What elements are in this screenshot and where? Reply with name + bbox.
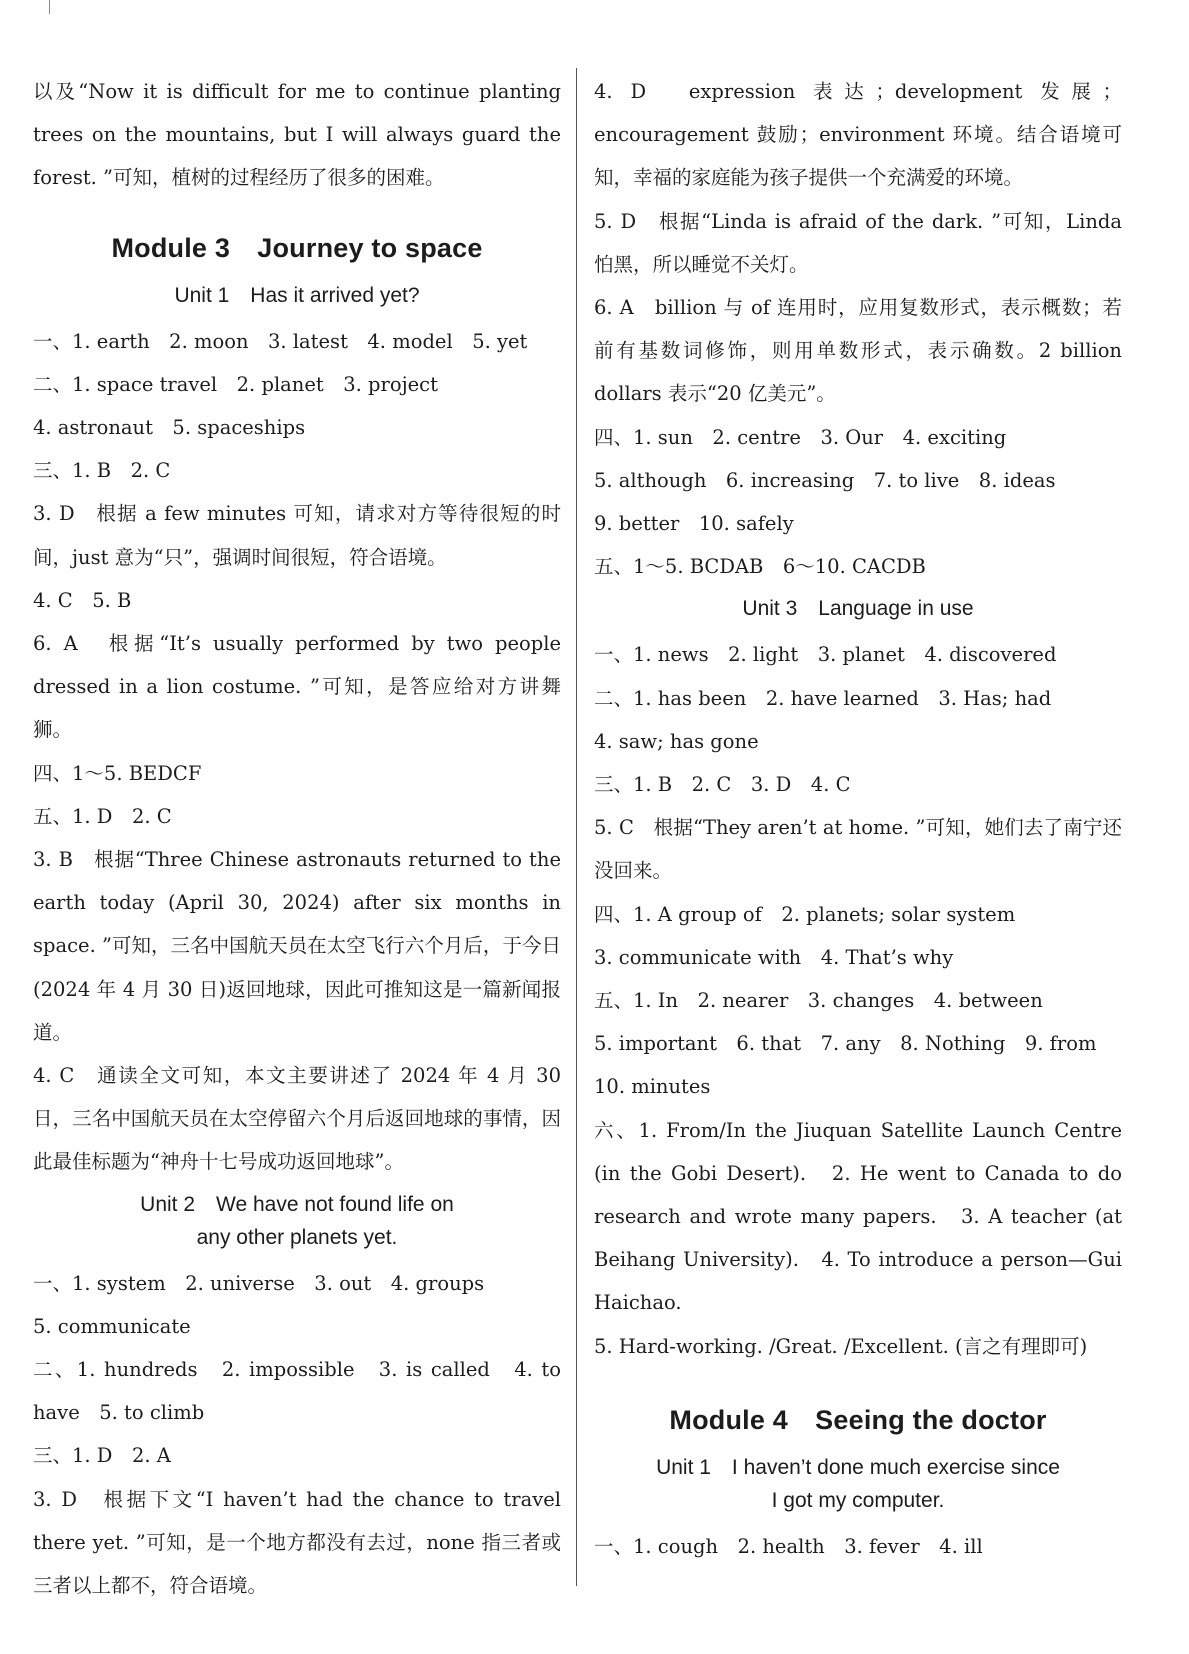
answer-line: 一、1. system 2. universe 3. out 4. groups — [33, 1271, 485, 1295]
answer-line: 三、1. B 2. C — [33, 459, 171, 483]
answer-line: 五、1. In 2. nearer 3. changes 4. between — [594, 989, 1043, 1013]
module-3-unit-2-title — [33, 1188, 561, 1254]
answer-line: 4. C 通读全文可知，本文主要讲述了 2024 年 4 月 30 日，三名中国航天员在太空停留六个月后返回地球的事情，因此最佳标题为“神舟十七号成功返回地球”。 — [33, 1064, 561, 1174]
answer-line: 6. A billion 与 of 连用时，应用复数形式，表示概数；若前有基数词修饰，则用单数形式，表示确数。2 billion dollars 表示“20 亿美元”。 — [594, 296, 1122, 406]
module-4-title: Module 4 Seeing the doctor — [669, 1404, 1047, 1435]
answer-line: 四、1～5. BEDCF — [33, 761, 202, 785]
answer-line: 5. D 根据“Linda is afraid of the dark. ”可知，Linda 怕黑，所以睡觉不关灯。 — [594, 209, 1122, 276]
unit-2-title-line-2: any other planets yet. — [196, 1225, 398, 1249]
answer-line: 一、1. news 2. light 3. planet 4. discovered — [594, 643, 1057, 667]
answer-line: 一、1. earth 2. moon 3. latest 4. model 5. yet — [33, 329, 528, 353]
m4-unit-1-title-line-1: Unit 1 I haven’t done much exercise since — [656, 1455, 1060, 1479]
answer-line: 一、1. cough 2. health 3. fever 4. ill — [594, 1534, 983, 1558]
answer-line: 二、1. space travel 2. planet 3. project — [33, 372, 438, 396]
answer-line: 六、1. From/In the Jiuquan Satellite Launch Centre (in the Gobi Desert). 2. He went to Canada to do research and wrote many papers. 3. A teacher (at Beihang University). 4. To introduce a person—Gui Haichao. — [594, 1118, 1122, 1315]
page-edge-mark — [49, 0, 50, 14]
answer-line: 3. B 根据“Three Chinese astronauts returned to the earth today (April 30, 2024) after six months in space. ”可知，三名中国航天员在太空飞行六个月后，于今日(2024 年 4 月 30 日)返回地球，因此可推知这是一篇新闻报道。 — [33, 848, 561, 1044]
m4-unit-1-title-line-2: I got my computer. — [771, 1488, 945, 1512]
unit-2-title-line-1: Unit 2 We have not found life on — [140, 1192, 454, 1216]
answer-line: 五、1. D 2. C — [33, 804, 172, 828]
answer-line: 5. although 6. increasing 7. to live 8. ideas — [594, 468, 1056, 492]
answer-line: 五、1～5. BCDAB 6～10. CACDB — [594, 555, 926, 579]
answer-line: 3. communicate with 4. That’s why — [594, 945, 954, 969]
answer-line: 四、1. sun 2. centre 3. Our 4. exciting — [594, 425, 1007, 449]
answer-line: 二、1. has been 2. have learned 3. Has; had — [594, 686, 1052, 710]
answer-line: 5. communicate — [33, 1314, 191, 1338]
module-3-title: Module 3 Journey to space — [111, 232, 483, 263]
answer-line: 三、1. B 2. C 3. D 4. C — [594, 773, 851, 797]
answer-line: 三、1. D 2. A — [33, 1444, 171, 1468]
answer-line: 10. minutes — [594, 1075, 711, 1099]
answer-line: 二、1. hundreds 2. impossible 3. is called 4. to have 5. to climb — [33, 1358, 561, 1425]
answer-line: 3. D 根据下文“I haven’t had the chance to travel there yet. ”可知，是一个地方都没有去过，none 指三者或三者以上都不，符合语境。 — [33, 1487, 561, 1598]
answer-line: 4. saw; has gone — [594, 729, 759, 753]
answer-line: 4. astronaut 5. spaceships — [33, 416, 306, 440]
answer-line: 5. Hard-working. /Great. /Excellent. (言之有理即可) — [594, 1334, 1088, 1358]
left-column — [33, 70, 561, 1607]
answer-line: 4. C 5. B — [33, 588, 132, 612]
answer-line: 5. C 根据“They aren’t at home. ”可知，她们去了南宁还没回来。 — [594, 816, 1122, 883]
answer-line: 3. D 根据 a few minutes 可知，请求对方等待很短的时间，just 意为“只”，强调时间很短，符合语境。 — [33, 502, 561, 569]
answer-line: 四、1. A group of 2. planets; solar system — [594, 902, 1016, 926]
module-3-unit-1-title: Unit 1 Has it arrived yet? — [174, 283, 420, 307]
answer-line: 9. better 10. safely — [594, 512, 794, 536]
module-4-unit-1-title — [594, 1451, 1122, 1517]
column-divider — [576, 68, 577, 1586]
answer-line: 5. important 6. that 7. any 8. Nothing 9. from — [594, 1032, 1097, 1056]
module-3-unit-3-title: Unit 3 Language in use — [742, 597, 974, 621]
intro-paragraph: 以及“Now it is difficult for me to continue planting trees on the mountains, but I will always guard the forest. ”可知，植树的过程经历了很多的困难。 — [33, 80, 561, 190]
answer-line: 4. D expression 表达；development 发展；encouragement 鼓励；environment 环境。结合语境可知，幸福的家庭能为孩子提供一个充满爱的环境。 — [594, 80, 1122, 190]
answer-line: 6. A 根据“It’s usually performed by two people dressed in a lion costume. ”可知，是答应给对方讲舞狮。 — [33, 632, 561, 742]
right-column — [594, 70, 1122, 1568]
